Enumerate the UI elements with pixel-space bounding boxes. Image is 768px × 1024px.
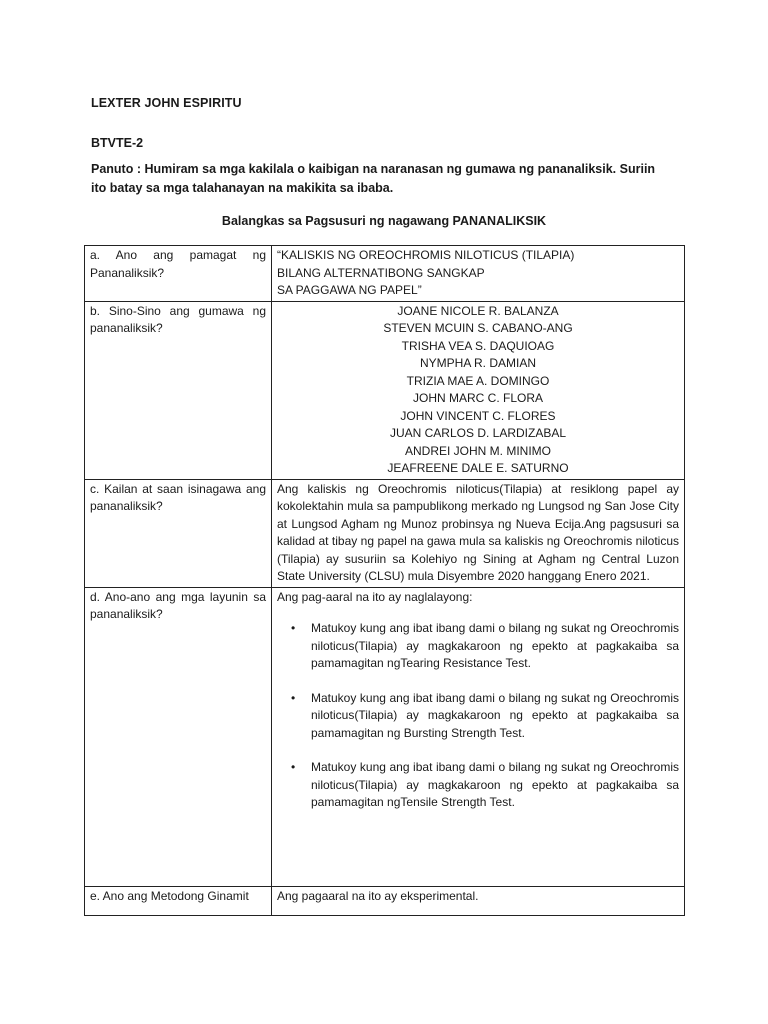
answer-authors	[272, 301, 685, 479]
bullet-icon: •	[291, 760, 296, 774]
author-list-item: TRISHA VEA S. DAQUIOAG	[401, 338, 555, 353]
answer-when-where: Ang kaliskis ng Oreochromis niloticus(Tilapia) at resiklong papel ay kokolektahin mula sa pampublikong merkado ng Lungsod ng San Jose City at Lungsod Agham ng Munoz probinsya ng Nueva Ecija.Ang pagsusuri sa kalidad at tibay ng papel na gawa mula sa kaliskis ng Oreochromis niloticus (Tilapia) ay susuriin sa Kolehiyo ng Sining at Agham ng Central Luzon State University (CLSU) mula Disyembre 2020 hanggang Enero 2021.	[272, 479, 685, 587]
question-objectives: d. Ano-ano ang mga layunin sa pananaliksik?	[85, 587, 272, 886]
table-row-authors	[85, 301, 685, 479]
question-title: a. Ano ang pamagat ng Pananaliksik?	[85, 246, 272, 302]
question-when-where: c. Kailan at saan isinagawa ang pananaliksik?	[85, 479, 272, 587]
author-list-item: ANDREI JOHN M. MINIMO	[405, 443, 551, 458]
answer-title	[272, 246, 685, 302]
table-row-objectives	[85, 587, 685, 886]
author-list-item: STEVEN MCUIN S. CABANO-ANG	[383, 321, 573, 335]
section-code: BTVTE-2	[91, 136, 144, 150]
title-line: SA PAGGAWA NG PAPEL”	[277, 283, 422, 297]
bullet-icon: •	[291, 621, 296, 635]
title-line: “KALISKIS NG OREOCHROMIS NILOTICUS (TILAPIA)	[277, 248, 575, 262]
author-list-item: JOHN MARC C. FLORA	[412, 391, 543, 405]
table-title: Balangkas sa Pagsusuri ng nagawang PANANALIKSIK	[221, 214, 547, 228]
author-list-item: JUAN CARLOS D. LARDIZABAL	[389, 426, 567, 440]
answer-method: Ang pagaaral na ito ay eksperimental.	[272, 886, 685, 915]
author-list-item: TRIZIA MAE A. DOMINGO	[406, 373, 550, 388]
table-row-title	[85, 246, 685, 302]
objective-item	[291, 620, 679, 673]
question-authors: b. Sino-Sino ang gumawa ng pananaliksik?	[85, 301, 272, 479]
question-method: e. Ano ang Metodong Ginamit	[85, 886, 272, 915]
objective-text: Matukoy kung ang ibat ibang dami o bilang ng sukat ng Oreochromis niloticus(Tilapia) ay magkakaroon ng epekto at pagkakaiba sa pamamagitan ng Bursting Strength Test.	[311, 690, 679, 740]
author-list-item: JOHN VINCENT C. FLORES	[400, 408, 556, 423]
objective-item	[291, 759, 679, 812]
objective-text: Matukoy kung ang ibat ibang dami o bilang ng sukat ng Oreochromis niloticus(Tilapia) ay magkakaroon ng epekto at pagkakaiba sa pamamagitan ngTensile Strength Test.	[311, 760, 679, 809]
bullet-icon: •	[291, 690, 296, 705]
objective-text: Matukoy kung ang ibat ibang dami o bilang ng sukat ng Oreochromis niloticus(Tilapia) ay magkakaroon ng epekto at pagkakaiba sa pamamagitan ngTearing Resistance Test.	[311, 621, 679, 670]
table-row-method	[85, 886, 685, 915]
objectives-intro: Ang pag-aaral na ito ay naglalayong:	[277, 589, 473, 604]
authors-list	[277, 303, 679, 478]
title-line: BILANG ALTERNATIBONG SANGKAP	[277, 265, 485, 280]
author-list-item: NYMPHA R. DAMIAN	[419, 356, 536, 370]
research-outline-table	[84, 245, 685, 916]
table-row-when-where	[85, 479, 685, 587]
objective-item	[291, 690, 679, 743]
author-list-item: JEAFREENE DALE E. SATURNO	[387, 461, 569, 475]
objectives-list	[277, 620, 679, 812]
author-list-item: JOANE NICOLE R. BALANZA	[397, 303, 559, 318]
author-name: LEXTER JOHN ESPIRITU	[91, 96, 242, 110]
answer-objectives	[272, 587, 685, 886]
instructions-text: Panuto : Humiram sa mga kakilala o kaibigan na naranasan ng gumawa ng pananaliksik. Suriin ito batay sa mga talahanayan na makikita sa ibaba.	[91, 162, 656, 195]
